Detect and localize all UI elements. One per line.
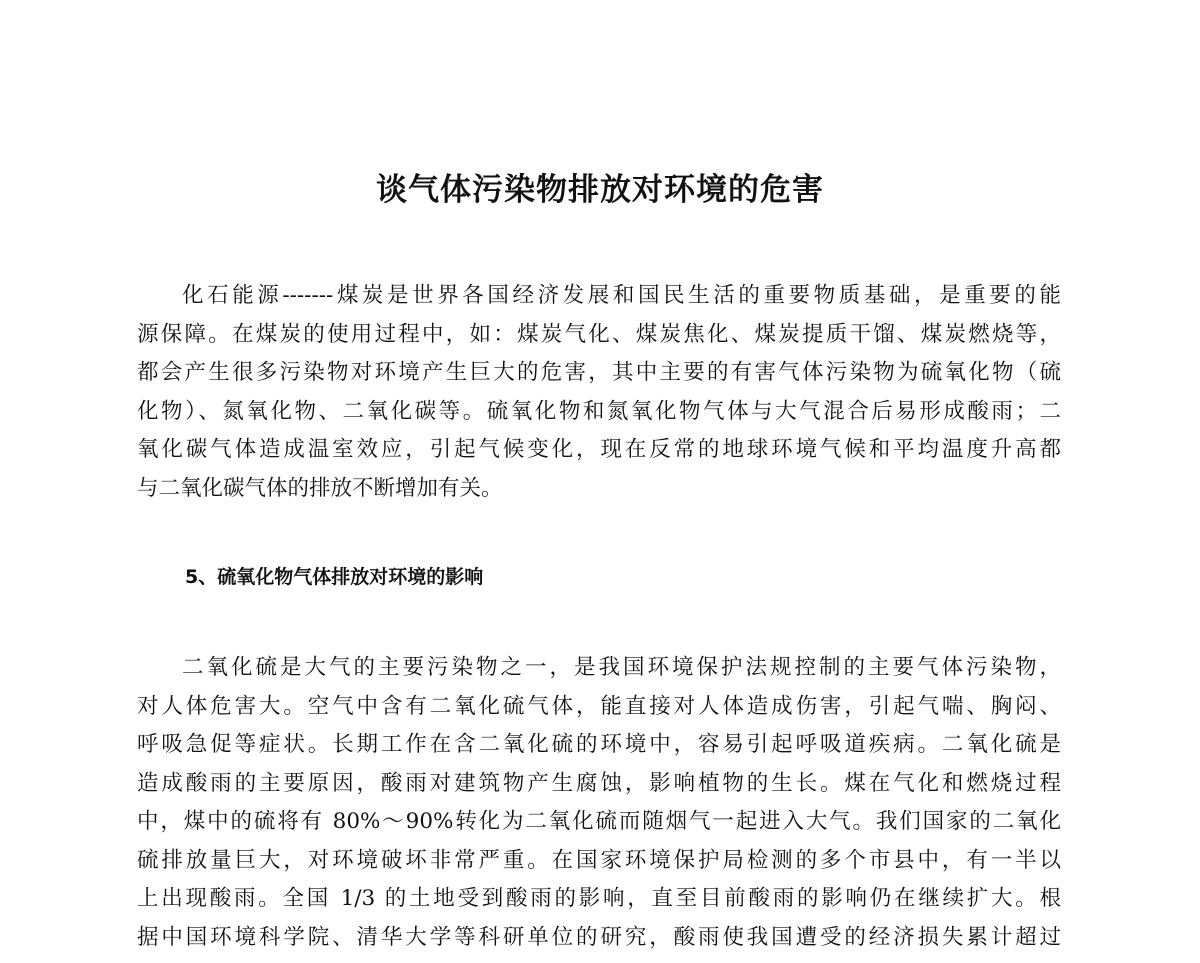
paragraph-line: 对人体危害大。空气中含有二氧化硫气体，能直接对人体造成伤害，引起气喘、胸闷、 — [137, 693, 1061, 719]
paragraph-line: 化石能源-------煤炭是世界各国经济发展和国民生活的重要物质基础，是重要的能 — [182, 283, 1061, 308]
intro-paragraph — [137, 277, 1061, 508]
document-title: 谈气体污染物排放对环境的危害 — [376, 172, 824, 208]
paragraph-line: 氧化碳气体造成温室效应，引起气候变化，现在反常的地球环境气候和平均温度升高都 — [137, 437, 1061, 462]
section-heading: 5、硫氧化物气体排放对环境的影响 — [185, 566, 484, 588]
paragraph-line: 呼吸急促等症状。长期工作在含二氧化硫的环境中，容易引起呼吸道疾病。二氧化硫是 — [137, 732, 1061, 757]
paragraph-line: 都会产生很多污染物对环境产生巨大的危害，其中主要的有害气体污染物为硫氧化物（硫 — [137, 360, 1061, 385]
paragraph-line: 上出现酸雨。全国 1/3 的土地受到酸雨的影响，直至目前酸雨的影响仍在继续扩大。根 — [137, 886, 1061, 911]
paragraph-line: 中，煤中的硫将有 80%～90%转化为二氧化硫而随烟气一起进入大气。我们国家的二氧化 — [137, 809, 1061, 834]
paragraph-line: 二氧化硫是大气的主要污染物之一，是我国环境保护法规控制的主要气体污染物， — [182, 655, 1061, 680]
paragraph-line: 硫排放量巨大，对环境破坏非常严重。在国家环境保护局检测的多个市县中，有一半以 — [137, 847, 1061, 873]
paragraph-line: 与二氧化碳气体的排放不断增加有关。 — [137, 475, 503, 501]
section-paragraph — [137, 649, 1061, 957]
paragraph-line: 造成酸雨的主要原因，酸雨对建筑物产生腐蚀，影响植物的生长。煤在气化和燃烧过程 — [137, 770, 1061, 796]
paragraph-line: 据中国环境科学院、清华大学等科研单位的研究，酸雨使我国遭受的经济损失累计超过 — [137, 924, 1061, 950]
paragraph-line: 化物）、氮氧化物、二氧化碳等。硫氧化物和氮氧化物气体与大气混合后易形成酸雨；二 — [137, 398, 1061, 424]
paragraph-line: 源保障。在煤炭的使用过程中，如：煤炭气化、煤炭焦化、煤炭提质干馏、煤炭燃烧等， — [137, 321, 1061, 347]
